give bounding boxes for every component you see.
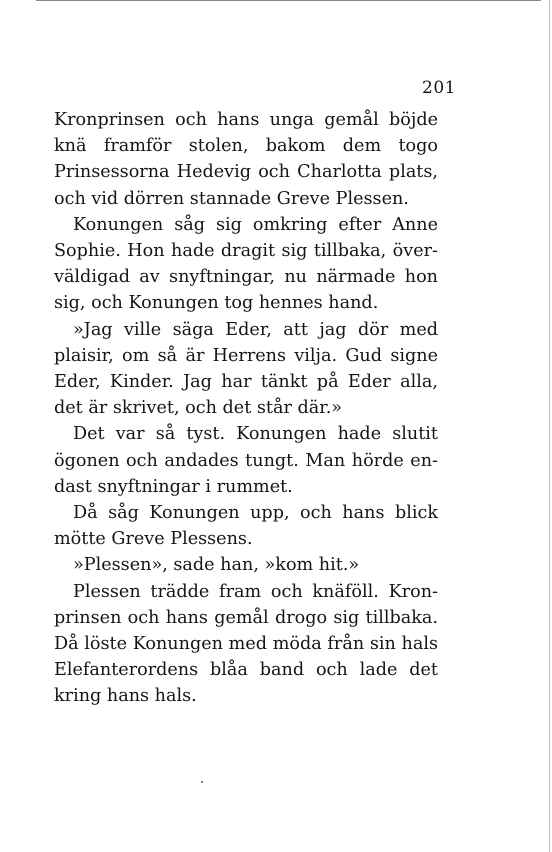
paragraph-5: Då såg Konungen upp, och hans blick mötte Greve Plessens. [54, 503, 438, 550]
page-number: 201 [422, 78, 456, 98]
paragraph-4: Det var så tyst. Konungen hade slutit ögonen och andades tungt. Man hörde endast snyftningar i rummet. [54, 424, 438, 497]
paragraph-6: »Plessen», sade han, »kom hit.» [73, 555, 360, 576]
paragraph-7: Plessen trädde fram och knäföll. Kronprinsen och hans gemål drogo sig tillbaka. Då löste Konungen med möda från sin hals Elefanterordens blåa band och lade det kring hans hals. [54, 581, 438, 707]
paragraph-3: »Jag ville säga Eder, att jag dör med plaisir, om så är Herrens vilja. Gud signe Eder, Kinder. Jag har tänkt på Eder alla, det är skrivet, och det står där.» [54, 319, 438, 419]
body-text [54, 107, 438, 710]
paragraph-2: Konungen såg sig omkring efter Anne Sophie. Hon hade dragit sig tillbaka, överväldigad av snyftningar, nu närmade hon sig, och Konungen tog hennes hand. [54, 214, 438, 314]
paragraph-1: Kronprinsen och hans unga gemål böjde knä framför stolen, bakom dem togo Prinsessorna Hedevig och Charlotta plats, och vid dörren stannade Greve Plessen. [54, 110, 438, 209]
print-speck [201, 781, 203, 783]
top-border-line [36, 0, 541, 1]
page-edge [549, 0, 550, 852]
